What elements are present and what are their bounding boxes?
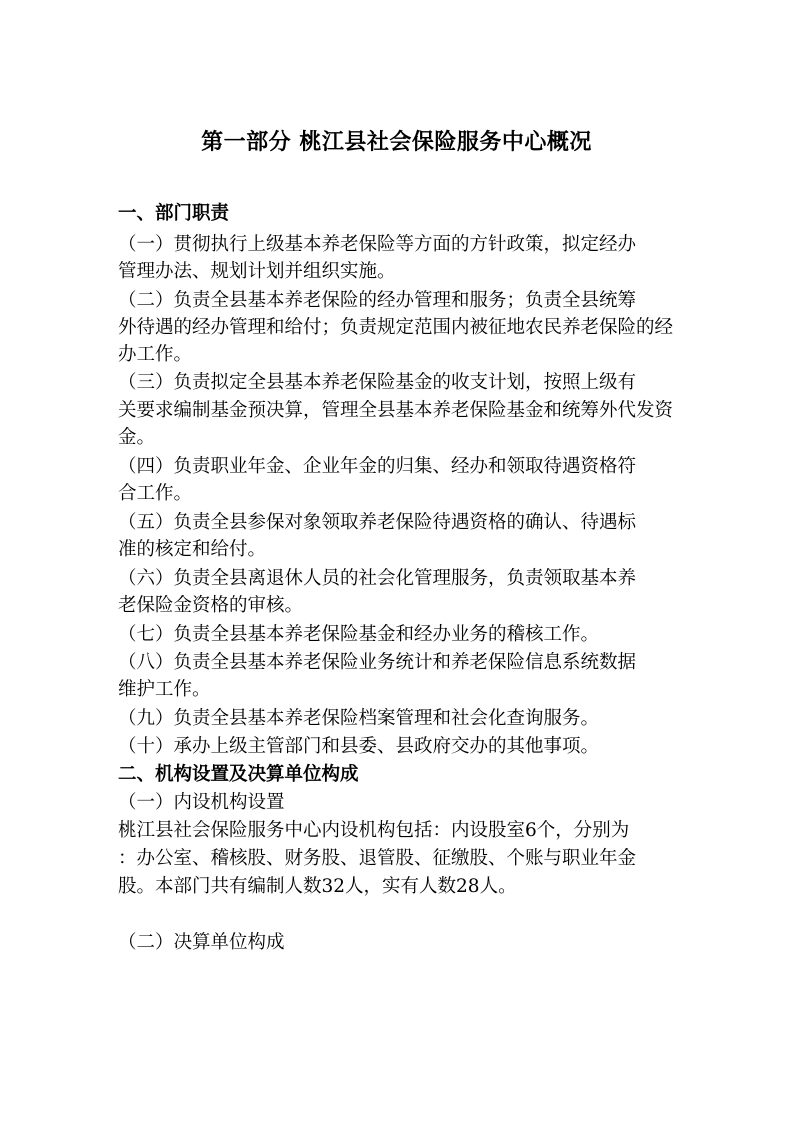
- section1-heading: 一、部门职责: [118, 203, 230, 224]
- duty-6-line2: 老保险金资格的审核。: [118, 595, 304, 616]
- duty-7-line1: （七）负责全县基本养老保险基金和经办业务的稽核工作。: [118, 624, 600, 645]
- duty-9-line1: （九）负责全县基本养老保险档案管理和社会化查询服务。: [118, 708, 600, 729]
- duty-4-line2: 合工作。: [118, 483, 193, 504]
- section2-sub2: （二）决算单位构成: [118, 932, 285, 953]
- section2-sub1: （一）内设机构设置: [118, 792, 285, 813]
- page-title: 第一部分 桃江县社会保险服务中心概况: [201, 130, 592, 155]
- duty-2-line1: （二）负责全县基本养老保险的经办管理和服务；负责全县统筹: [118, 290, 637, 311]
- duty-2-line3: 办工作。: [118, 344, 193, 365]
- duty-10-line1: （十）承办上级主管部门和县委、县政府交办的其他事项。: [118, 736, 600, 757]
- duty-3-line2: 关要求编制基金预决算，管理全县基本养老保险基金和统筹外代发资: [118, 400, 674, 421]
- duty-8-line2: 维护工作。: [118, 679, 211, 700]
- duty-2-line2: 外待遇的经办管理和给付；负责规定范围内被征地农民养老保险的经: [118, 317, 674, 338]
- section2-heading: 二、机构设置及决算单位构成: [118, 764, 359, 785]
- section2-body-line2: ：办公室、稽核股、财务股、退管股、征缴股、个账与职业年金: [118, 848, 637, 869]
- duty-1-line2: 管理办法、规划计划并组织实施。: [118, 261, 396, 282]
- section2-body-line1: 桃江县社会保险服务中心内设机构包括：内设股室6个，分别为: [118, 820, 630, 841]
- duty-8-line1: （八）负责全县基本养老保险业务统计和养老保险信息系统数据: [118, 652, 637, 673]
- section2-body-line3: 股。本部门共有编制人数32人，实有人数28人。: [118, 876, 517, 897]
- duty-5-line2: 准的核定和给付。: [118, 539, 267, 560]
- duty-3-line3: 金。: [118, 427, 156, 448]
- duty-3-line1: （三）负责拟定全县基本养老保险基金的收支计划，按照上级有: [118, 372, 637, 393]
- duty-5-line1: （五）负责全县参保对象领取养老保险待遇资格的确认、待遇标: [118, 512, 637, 533]
- duty-4-line1: （四）负责职业年金、企业年金的归集、经办和领取待遇资格符: [118, 456, 637, 477]
- duty-6-line1: （六）负责全县离退休人员的社会化管理服务，负责领取基本养: [118, 568, 637, 589]
- duty-1-line1: （一）贯彻执行上级基本养老保险等方面的方针政策，拟定经办: [118, 234, 637, 255]
